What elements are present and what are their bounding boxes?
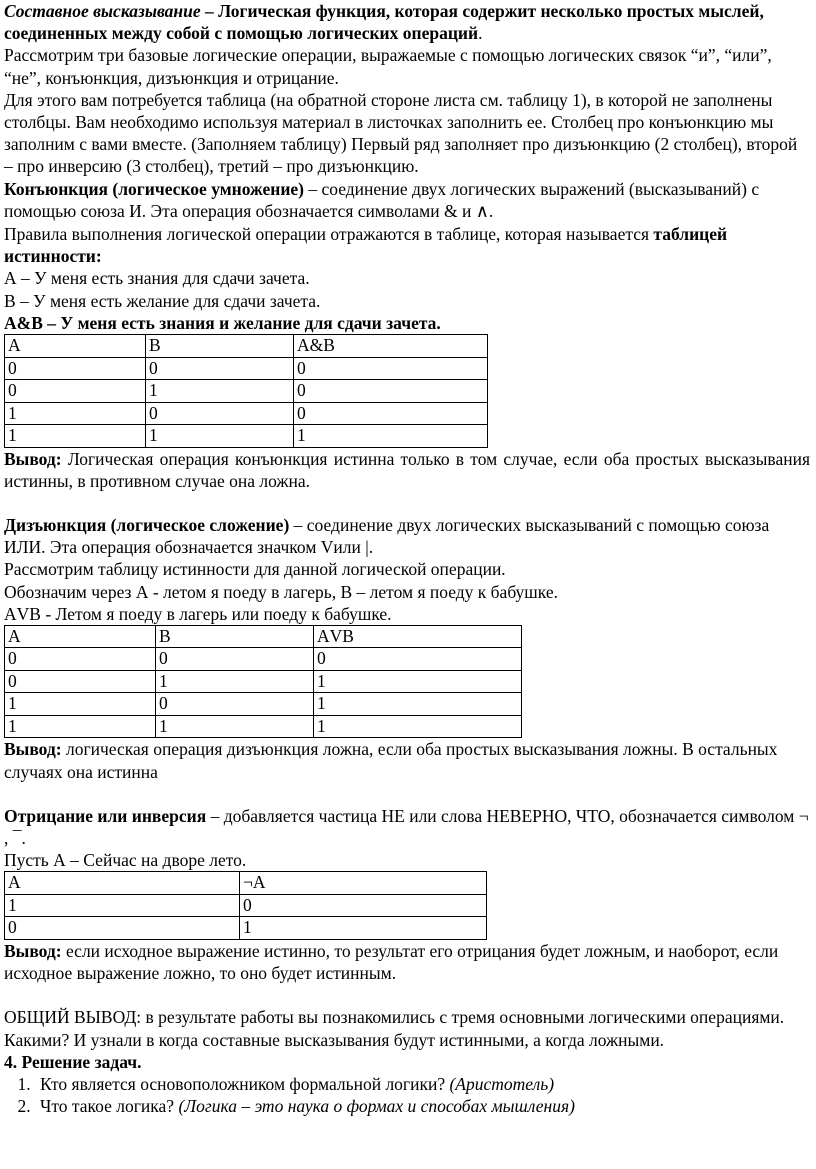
list-item [35,1095,810,1117]
table-cell: 1 [5,715,156,738]
disjunction-consider: Рассмотрим таблицу истинности для данной логической операции. [4,559,506,580]
table-row [5,402,488,425]
disjunction-truth-table [4,625,522,739]
operations-paragraph: Рассмотрим три базовые логические операции, выражаемые с помощью логических связок “и”, “или”, “не”, конъюнкция, дизъюнкция и отрицание. [4,45,772,88]
table-row [5,380,488,403]
table-header-row [5,872,487,895]
task-answer: (Логика – это наука о формах и способах мышления) [178,1096,575,1117]
intro-definition: Логическая функция, которая содержит несколько простых мыслей, соединенных между собой с помощью логических операций [4,1,764,44]
table-header-row [5,625,522,648]
conjunction-text: – соединение двух логических выражений (высказываний) с помощью союза И. Эта операция обозначается символами & и [4,178,760,221]
negation-conclusion [4,940,810,984]
table-cell: 0 [5,648,156,671]
table-cell: 1 [156,715,314,738]
disjunction-term: Дизъюнкция (логическое сложение) [4,514,290,535]
table-cell: 1 [5,693,156,716]
table-cell: 1 [240,917,487,940]
table-cell: 0 [5,670,156,693]
table-cell: 1 [5,425,146,448]
conclusion-text: логическая операция дизъюнкция ложна, если оба простых высказывания ложны. В остальных случаях она истинна [4,739,778,782]
statement-b: В – У меня есть желание для сдачи зачета. [4,290,321,311]
intro-dash: – [200,1,219,21]
conjunction-paragraph [4,178,810,223]
statement-a: А – У меня есть знания для сдачи зачета. [4,268,310,289]
list-item [35,1073,810,1095]
table-cell: 1 [314,670,522,693]
disjunction-paragraph [4,514,810,558]
table-cell: 1 [294,425,488,448]
table-cell: 1 [156,670,314,693]
header-cell: А [5,335,146,358]
disjunction-text: – соединение двух логических высказываний с помощью союза ИЛИ. Эта операция обозначается значком Vили |. [4,514,770,558]
table-cell: 0 [294,402,488,425]
table-row [5,357,488,380]
table-cell: 0 [5,917,240,940]
header-cell: В [146,335,294,358]
conjunction-term: Конъюнкция (логическое умножение) [4,178,305,199]
negation-paragraph [4,805,810,849]
table-row [5,693,522,716]
tasks-heading-text: 4. Решение задач. [4,1051,142,1072]
intro-term: Составное высказывание [4,1,201,21]
header-cell: А [5,625,156,648]
conclusion-label: Вывод: [4,739,62,760]
conjunction-end: . [488,200,494,221]
table-cell: 0 [146,357,294,380]
conclusion-text: Логическая операция конъюнкция истинна только в том случае, если оба простых высказывания истинны, в противном случае она ложна. [4,448,810,491]
table-cell: 1 [146,425,294,448]
conclusion-text: если исходное выражение истинно, то результат его отрицания будет ложным, и наоборот, если исходное выражение ложно, то оно будет истинным. [4,940,779,984]
header-cell: А [5,872,240,895]
table-row [5,894,487,917]
negation-term: Отрицание или инверсия [4,805,207,826]
header-cell: А&В [294,335,488,358]
table-row [5,917,487,940]
table-cell: 0 [240,894,487,917]
intro-paragraph [4,0,810,44]
disjunction-conclusion [4,738,810,782]
statement-ab-text: А&В – У меня есть знания и желание для сдачи зачета. [4,312,441,333]
statement-ab [4,312,810,334]
intro-end: . [478,23,483,44]
table-cell: 1 [314,693,522,716]
table-instructions-paragraph: Для этого вам потребуется таблица (на обратной стороне листа см. таблицу 1), в которой не заполнены столбцы. Вам необходимо используя материал в листочках заполнить ее. Столбец про конъюнкцию мы заполним с вами вместе. (Заполняем таблицу) Первый ряд заполняет про дизъюнкцию (2 столбец), второй – про инверсию (3 столбец), третий – про дизъюнкцию. [4,89,798,177]
table-cell: 0 [156,648,314,671]
conjunction-truth-table [4,334,488,448]
negation-truth-table [4,871,487,940]
table-header-row [5,335,488,358]
table-cell: 0 [156,693,314,716]
general-conclusion: ОБЩИЙ ВЫВОД: в результате работы вы познакомились с тремя основными логическими операциями. Какими? И узнали в когда составные высказывания будут истинными, а когда ложными. [4,1007,785,1050]
task-question: Что такое логика? [40,1096,179,1117]
table-cell: 0 [5,380,146,403]
tasks-heading [4,1051,810,1073]
task-question: Кто является основоположником формальной логики? [40,1074,450,1094]
negation-let: Пусть А – Сейчас на дворе лето. [4,850,247,871]
truth-table-paragraph [4,223,810,267]
task-answer: (Аристотель) [449,1074,555,1094]
table-cell: 0 [314,648,522,671]
table-row [5,670,522,693]
table-row [5,648,522,671]
statement-avb: АVВ - Летом я поеду в лагерь или поеду к бабушке. [4,603,392,624]
conjunction-conclusion [4,448,810,492]
truth-table-text: Правила выполнения логической операции отражаются в таблице, которая называется [4,224,654,245]
header-cell: АVВ [314,625,522,648]
conclusion-label: Вывод: [4,448,62,469]
table-row [5,425,488,448]
table-row [5,715,522,738]
truth-table-term: таблицей истинности: [4,224,728,267]
header-cell: В [156,625,314,648]
table-cell: 1 [146,380,294,403]
table-cell: 1 [314,715,522,738]
header-cell: ¬А [240,872,487,895]
disjunction-notation: Обозначим через А - летом я поеду в лагерь, В – летом я поеду к бабушке. [4,581,558,602]
table-cell: 1 [5,894,240,917]
negation-text: – добавляется частица НЕ или слова НЕВЕРНО, ЧТО, обозначается символом ¬ , ¯. [4,805,809,849]
table-cell: 0 [5,357,146,380]
table-cell: 0 [294,380,488,403]
table-cell: 0 [146,402,294,425]
conclusion-label: Вывод: [4,940,62,961]
table-cell: 0 [294,357,488,380]
table-cell: 1 [5,402,146,425]
and-symbol: ∧ [475,200,489,222]
tasks-list [4,1073,810,1117]
